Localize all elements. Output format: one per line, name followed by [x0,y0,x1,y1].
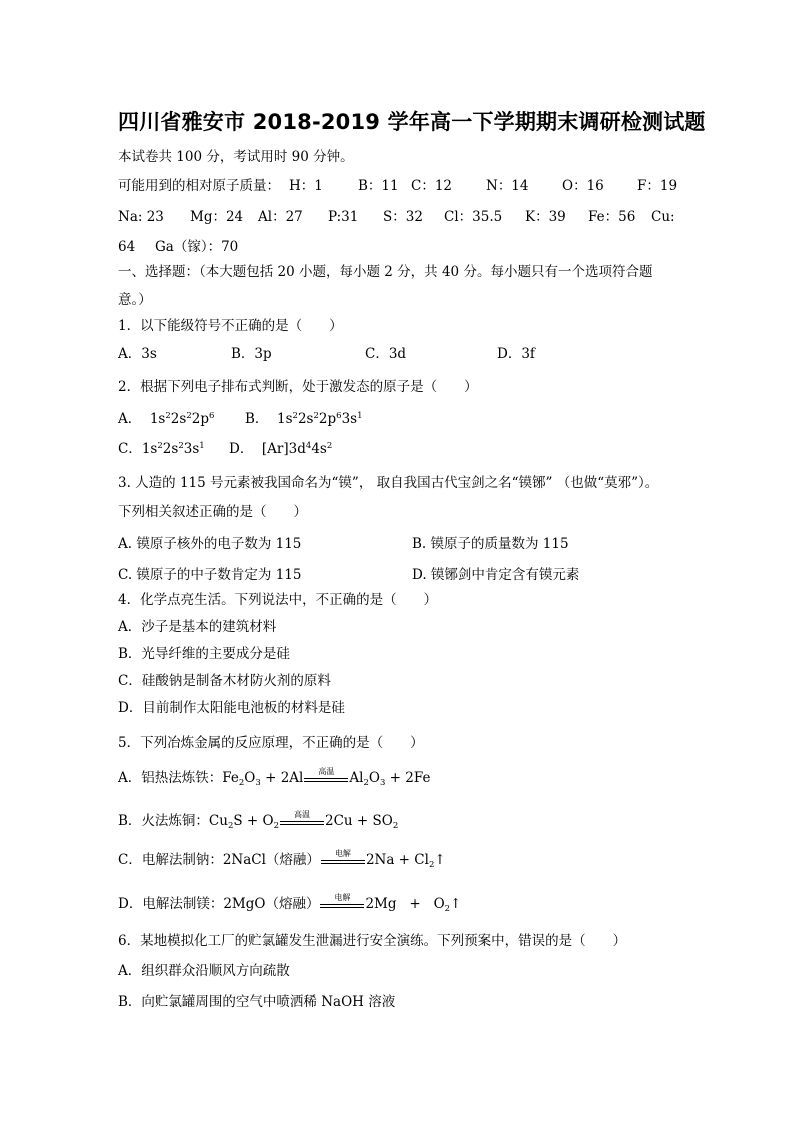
question-6-option-a: A．组织群众沿顺风方向疏散 [118,963,290,979]
question-4-option-b: B．光导纤维的主要成分是硅 [118,646,290,662]
atomic-mass-mg: Mg：24 [190,209,244,225]
question-5-option-c: C．电解法制钠：2NaCl（熔融） 电解 $2Na + Cl_2↑$ [118,848,446,870]
question-1-option-b: B．3p [231,346,272,362]
question-3-stem-line1: 3. 人造的 115 号元素被我国命名为“镆”， 取自我国古代宝剑之名“镆铘” （也做“莫邪”）。 [118,475,659,491]
question-2-option-d: D． $[Ar]3d^44s^2$ [229,441,333,457]
question-2-option-b: B． $1s^22s^22p^63s^1$ [245,411,363,427]
question-2-option-c: C．$1s^22s^23s^1$ [118,441,205,457]
reaction-arrow: 高温 [304,770,348,788]
section-header-line2: 意。） [118,292,152,308]
question-3-option-a: A. 镆原子核外的电子数为 115 [118,536,302,552]
question-5-stem: 5．下列冶炼金属的反应原理，不正确的是（ ） [118,735,424,751]
reaction-arrow: 电解 [321,852,365,870]
atomic-mass-cu-value: 64 [118,239,136,255]
reaction-arrow: 电解 [320,896,364,914]
intro-text: 本试卷共 100 分，考试用时 90 分钟。 [118,149,354,165]
question-4-option-c: C．硅酸钠是制备木材防火剂的原料 [118,673,331,689]
atomic-mass-s: S：32 [383,209,423,225]
atomic-mass-c: C：12 [411,178,453,194]
page-title: 四川省雅安市 2018-2019 学年高一下学期期末调研检测试题 [118,110,706,134]
question-3-stem-line2: 下列相关叙述正确的是（ ） [118,504,307,520]
question-3-option-d: D. 镆铘剑中肯定含有镆元素 [412,567,580,583]
question-4-stem: 4．化学点亮生活。下列说法中，不正确的是（ ） [118,592,438,608]
atomic-mass-cu: Cu: [651,209,675,225]
atomic-mass-k: K：39 [525,209,566,225]
question-4-option-d: D．目前制作太阳能电池板的材料是硅 [118,700,345,716]
question-1-option-a: A．3s [118,346,157,362]
question-2-option-a: A． $1s^22s^22p^6$ [118,411,215,427]
atomic-mass-cl: Cl：35.5 [444,209,503,225]
atomic-mass-o: O：16 [562,178,604,194]
question-1-stem: 1．以下能级符号不正确的是（ ） [118,318,343,334]
atomic-mass-b: B：11 [358,178,399,194]
atomic-mass-na: Na: 23 [118,209,164,225]
question-2-stem: 2．根据下列电子排布式判断，处于激发态的原子是（ ） [118,379,478,395]
section-header-line1: 一、选择题：（本大题包括 20 小题，每小题 2 分，共 40 分。每小题只有一个选项符合题 [118,264,653,280]
atomic-mass-h: H：1 [289,178,323,194]
question-6-option-b: B．向贮氯罐周围的空气中喷洒稀 NaOH 溶液 [118,994,396,1010]
atomic-mass-n: N：14 [486,178,529,194]
question-5-option-d: D．电解法制镁：2MgO（熔融） 电解 $2Mg + O_2↑$ [118,892,462,914]
question-6-stem: 6．某地模拟化工厂的贮氯罐发生泄漏进行安全演练。下列预案中，错误的是（ ） [118,933,627,949]
atomic-mass-ga: Ga（镓）：70 [155,239,239,255]
atomic-mass-label: 可能用到的相对原子质量： [118,178,280,194]
question-3-option-c: C. 镆原子的中子数肯定为 115 [118,567,302,583]
question-3-option-b: B. 镆原子的质量数为 115 [412,536,569,552]
question-5-option-b: B．火法炼铜：$Cu_2S + O_2$ 高温 $2Cu + SO_2$ [118,809,399,831]
question-5-option-a: A．铝热法炼铁：$Fe_2O_3 + 2Al$ 高温 $Al_2O_3 + 2Fe$ [118,766,431,788]
atomic-mass-fe: Fe：56 [588,209,636,225]
atomic-mass-al: Al：27 [258,209,303,225]
question-1-option-d: D．3f [497,346,535,362]
question-4-option-a: A．沙子是基本的建筑材料 [118,619,277,635]
question-1-option-c: C．3d [365,346,407,362]
reaction-arrow: 高温 [280,813,324,831]
atomic-mass-f: F：19 [637,178,678,194]
atomic-mass-p: P:31 [328,209,359,225]
